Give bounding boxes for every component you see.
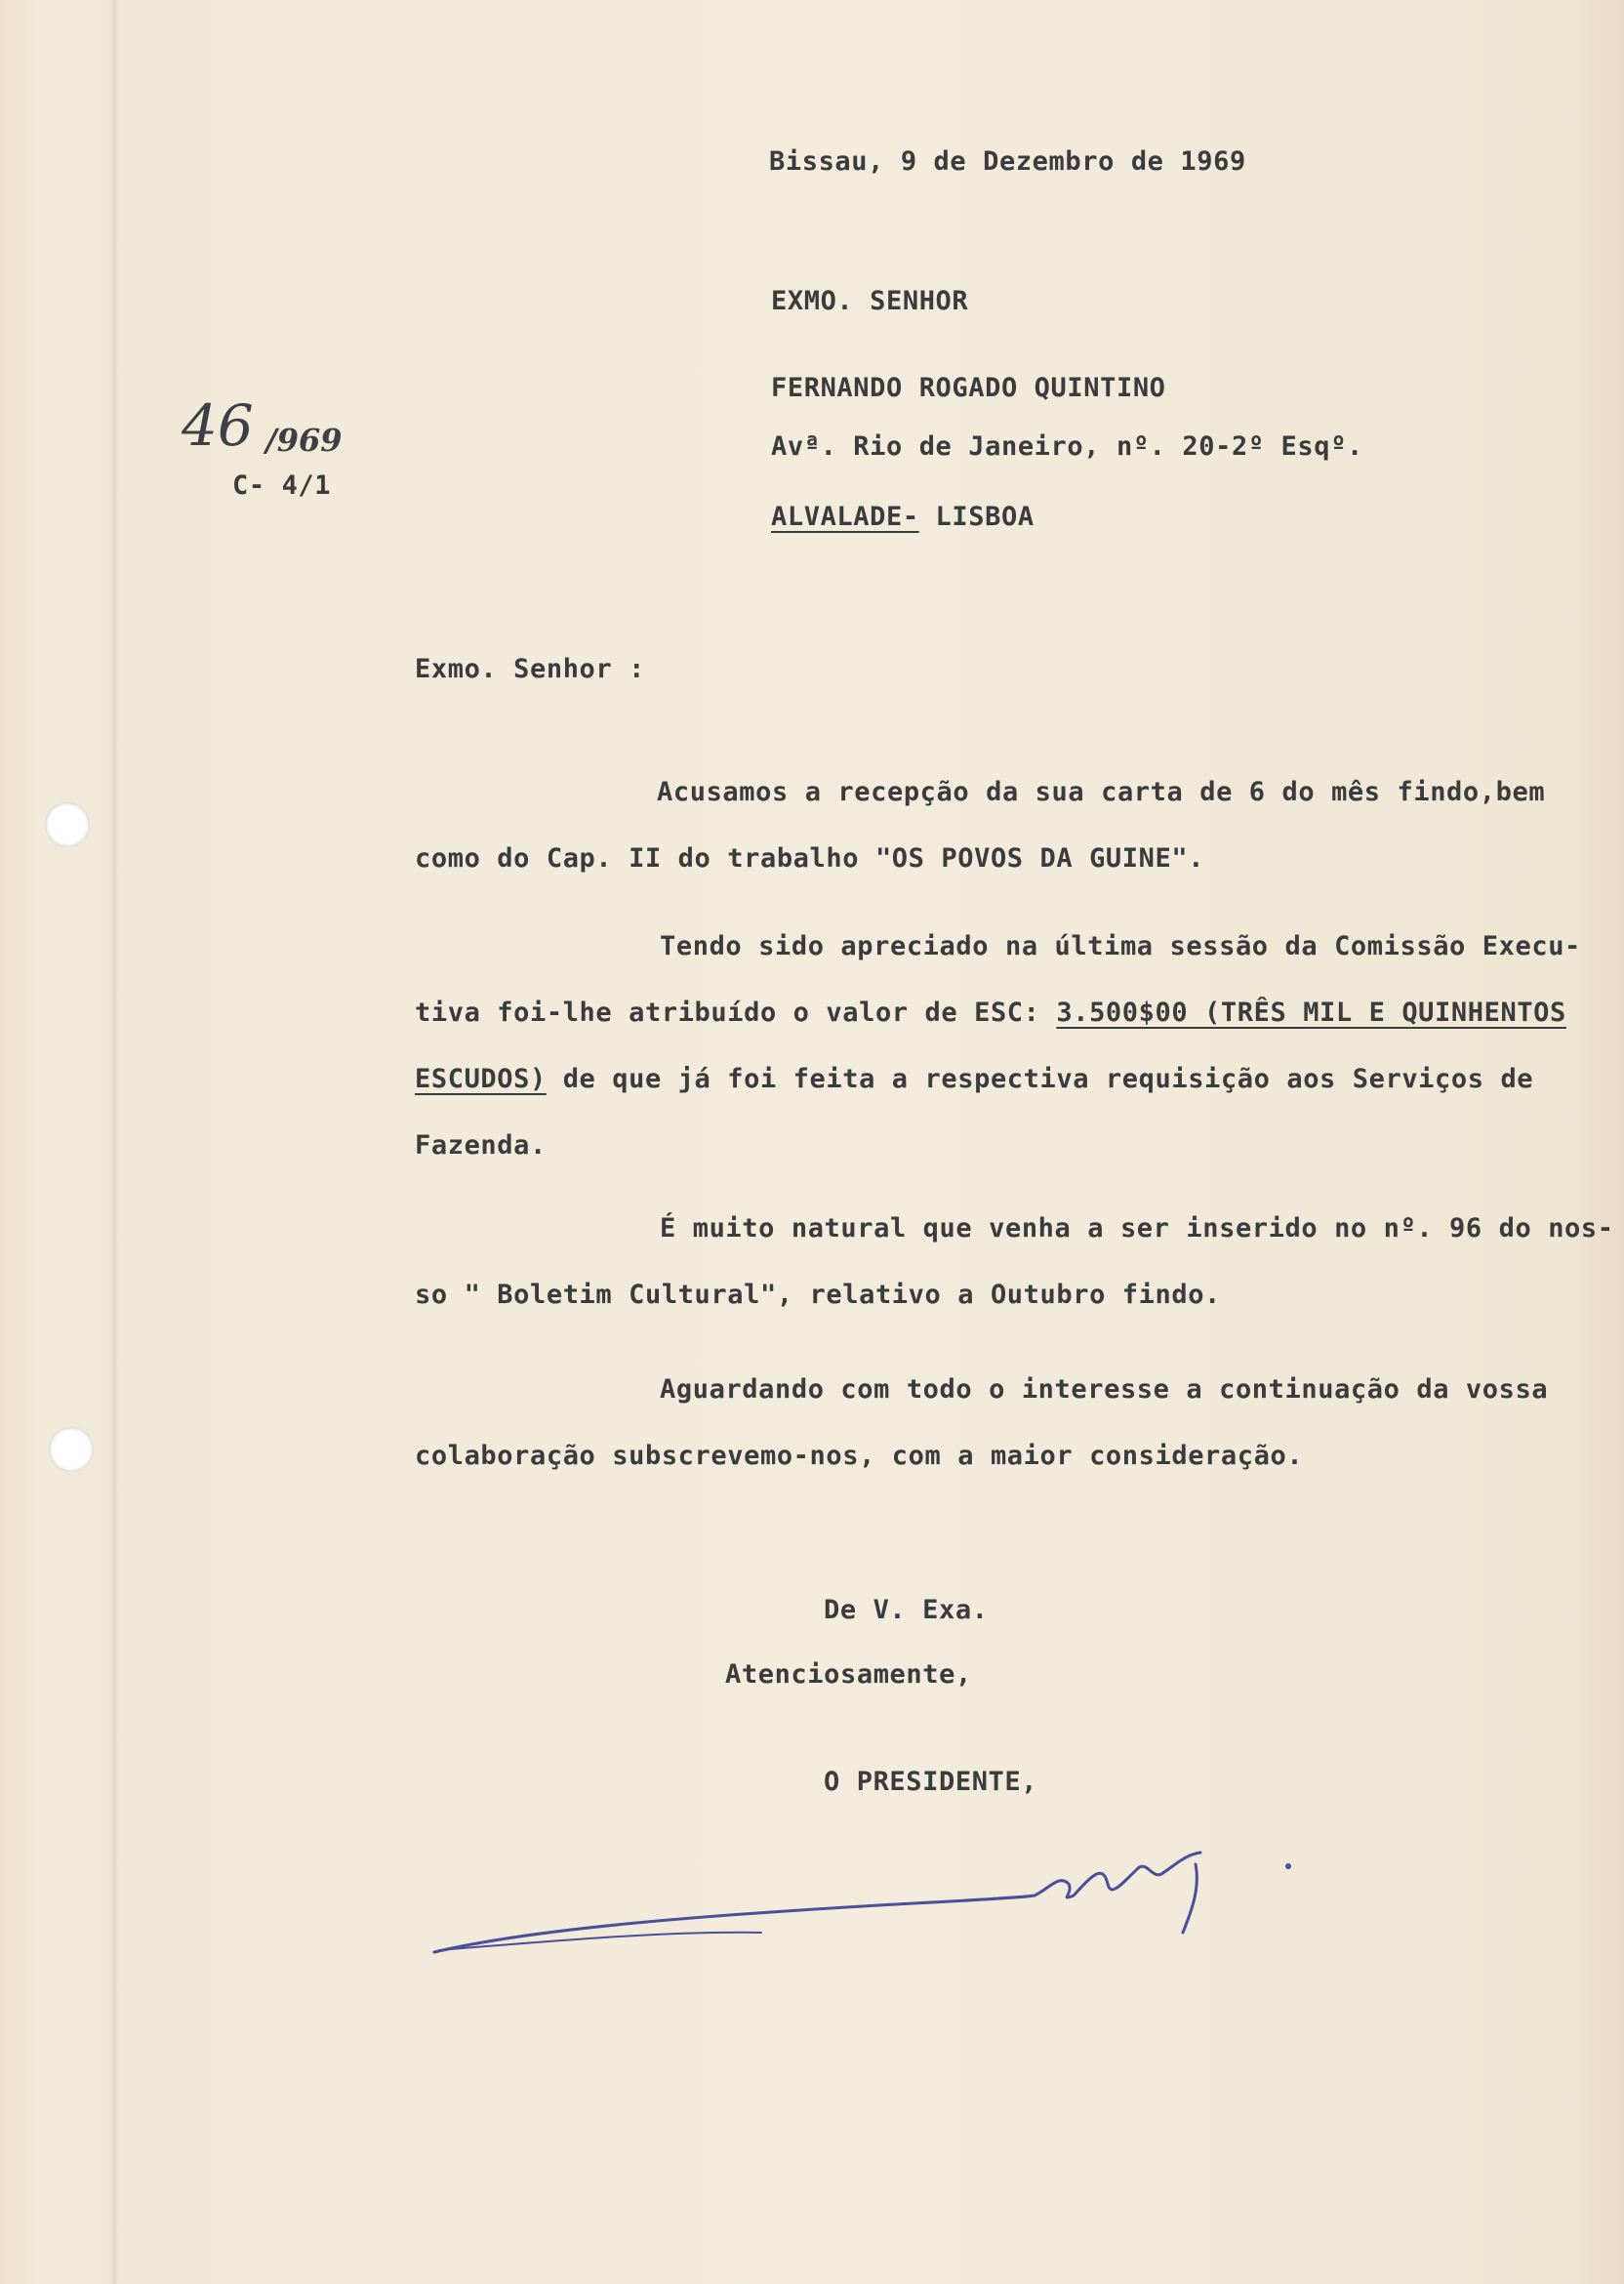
paper-fold-shadow — [109, 0, 119, 2284]
paragraph-4-line-2: colaboração subscrevemo-nos, com a maior consideração. — [415, 1441, 1304, 1471]
addressee-name: FERNANDO ROGADO QUINTINO — [771, 373, 1166, 403]
signatory-title: O PRESIDENTE, — [824, 1767, 1038, 1797]
paragraph-2-line-1: Tendo sido apreciado na última sessão da Comissão Execu- — [660, 931, 1581, 961]
closing-line-2: Atenciosamente, — [725, 1659, 972, 1690]
paragraph-3-line-2: so " Boletim Cultural", relativo a Outubro findo. — [415, 1280, 1221, 1310]
paragraph-2-line-2-text: tiva foi-lhe atribuído o valor de ESC: — [415, 998, 1057, 1028]
letter-date: Bissau, 9 de Dezembro de 1969 — [769, 146, 1246, 177]
punch-hole-top — [45, 802, 90, 847]
reference-year: /969 — [265, 422, 343, 459]
paragraph-2-line-4: Fazenda. — [415, 1130, 547, 1161]
signature-dot — [1285, 1863, 1291, 1869]
paragraph-3-line-1: É muito natural que venha a ser inserido no nº. 96 do nos- — [660, 1213, 1614, 1244]
paragraph-4-line-1: Aguardando com todo o interesse a continuação da vossa — [660, 1374, 1549, 1405]
signature — [420, 1835, 1357, 1981]
addressee-street: Avª. Rio de Janeiro, nº. 20-2º Esqº. — [771, 431, 1363, 462]
addressee-city — [771, 502, 1035, 532]
greeting: Exmo. Senhor : — [415, 654, 645, 684]
paragraph-2-line-2 — [415, 998, 1566, 1028]
paragraph-2-line-3-text: de que já foi feita a respectiva requisição aos Serviços de — [546, 1064, 1534, 1094]
addressee-city-district: ALVALADE- — [771, 502, 919, 532]
addressee-header: EXMO. SENHOR — [771, 286, 969, 316]
reference-code: C- 4/1 — [232, 470, 332, 501]
paragraph-2-line-3 — [415, 1064, 1533, 1094]
payment-amount-continued: ESCUDOS) — [415, 1064, 547, 1094]
punch-hole-bottom — [49, 1427, 94, 1472]
reference-handwritten-number: 46 — [182, 392, 254, 459]
closing-line-1: De V. Exa. — [824, 1595, 989, 1625]
paragraph-1-line-2: como do Cap. II do trabalho "OS POVOS DA GUINE". — [415, 843, 1205, 874]
payment-amount: 3.500$00 (TRÊS MIL E QUINHENTOS — [1056, 998, 1566, 1028]
addressee-city-name: LISBOA — [918, 502, 1035, 532]
paragraph-1-line-1: Acusamos a recepção da sua carta de 6 do mês findo,bem — [657, 777, 1546, 807]
signature-stroke-loops — [1035, 1853, 1200, 1897]
signature-stroke-final — [1183, 1864, 1197, 1933]
